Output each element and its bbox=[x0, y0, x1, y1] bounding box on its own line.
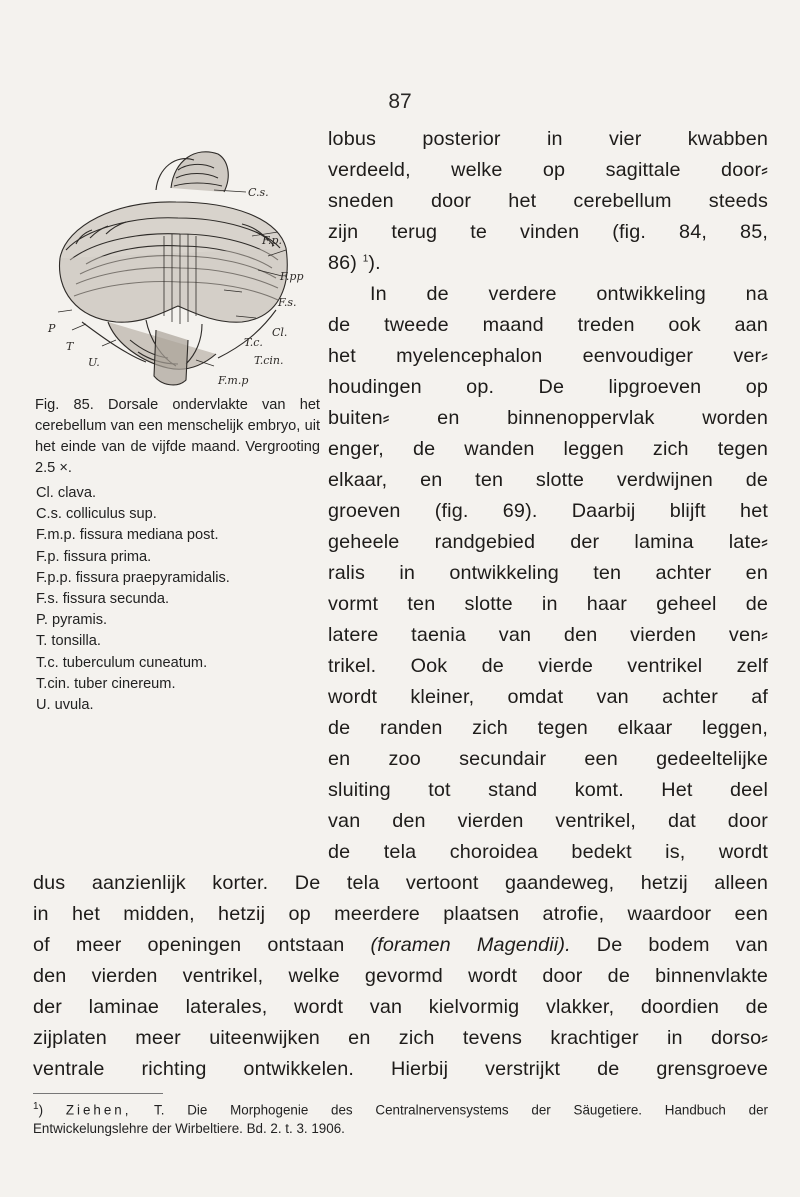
label-fpp: F.pp bbox=[280, 270, 304, 283]
body-line: in het midden, hetzij op meerdere plaatsen atrofie, waardoor een bbox=[33, 903, 768, 925]
body-line: van den vierden ventrikel, dat door bbox=[328, 810, 768, 832]
body-line: en zoo secundair een gedeeltelijke bbox=[328, 748, 768, 770]
label-cs: C.s. bbox=[248, 186, 269, 199]
label-tc: T.c. bbox=[244, 336, 263, 349]
body-line: In de verdere ontwikkeling na bbox=[370, 283, 768, 305]
body-text: De bodem van bbox=[596, 934, 768, 956]
footnote-text: ) bbox=[38, 1102, 44, 1118]
page-number: 87 bbox=[388, 90, 412, 113]
body-line: elkaar, en ten slotte verdwijnen de bbox=[328, 469, 768, 491]
body-line: den vierden ventrikel, welke gevormd wordt door de binnenvlakte bbox=[33, 965, 768, 987]
label-cl: Cl. bbox=[272, 326, 288, 339]
caption-heading: Fig. 85. Dorsale ondervlakte van het cerebellum van een menschelijk embryo, uit het einde van de vijfde maand. Vergrooting 2.5 ×. bbox=[35, 397, 320, 476]
body-line: sluiting tot stand komt. Het deel bbox=[328, 779, 768, 801]
body-line: ralis in ontwikkeling ten achter en bbox=[328, 562, 768, 584]
body-text: of meer openingen ontstaan bbox=[33, 934, 345, 956]
body-line: de randen zich tegen elkaar leggen, bbox=[328, 717, 768, 739]
footnote-ref[interactable]: 1 bbox=[362, 253, 369, 265]
body-line-with-italic bbox=[33, 934, 768, 957]
label-fmp: F.m.p bbox=[218, 374, 249, 387]
footnote-divider bbox=[33, 1093, 163, 1094]
body-line: het myelencephalon eenvoudiger ver⸗ bbox=[328, 345, 768, 367]
body-line: geheele randgebied der lamina late⸗ bbox=[328, 531, 768, 553]
legend-item: F.p. fissura prima. bbox=[36, 548, 152, 565]
italic-term: (foramen Magendii). bbox=[370, 934, 571, 956]
footnote-text: T. Die Morphogenie des Centralnervensystems der Säugetiere. Handbuch der bbox=[154, 1102, 768, 1118]
body-line: de tweede maand treden ook aan bbox=[328, 314, 768, 336]
footnote-line: Entwickelungslehre der Wirbeltiere. Bd. 2. t. 3. 1906. bbox=[33, 1121, 345, 1136]
legend-item: P. pyramis. bbox=[36, 612, 108, 629]
footnote-line bbox=[33, 1101, 768, 1117]
body-line: der laminae laterales, wordt van kielvormig vlakker, doordien de bbox=[33, 996, 768, 1018]
body-line: latere taenia van den vierden ven⸗ bbox=[328, 624, 768, 646]
label-u: U. bbox=[88, 356, 100, 369]
legend-item: Cl. clava. bbox=[36, 485, 97, 501]
label-tcin: T.cin. bbox=[254, 354, 284, 367]
legend-item: U. uvula. bbox=[36, 697, 94, 714]
body-line: wordt kleiner, omdat van achter af bbox=[328, 686, 768, 708]
body-text: 86) bbox=[328, 252, 358, 274]
footnote-author: Ziehen, bbox=[65, 1102, 132, 1118]
legend-item: T.c. tuberculum cuneatum. bbox=[36, 654, 208, 671]
body-line: de tela choroidea bedekt is, wordt bbox=[328, 841, 768, 863]
legend-item: F.p.p. fissura praepyramidalis. bbox=[36, 569, 230, 586]
body-line: sneden door het cerebellum steeds bbox=[328, 190, 768, 212]
body-line: zijplaten meer uiteenwijken en zich tevens krachtiger in dorso⸗ bbox=[33, 1027, 768, 1049]
body-line: zijn terug te vinden (fig. 84, 85, bbox=[328, 221, 768, 243]
body-line: lobus posterior in vier kwabben bbox=[328, 128, 768, 150]
body-line: vormt ten slotte in haar geheel de bbox=[328, 593, 768, 615]
label-t: T bbox=[66, 340, 74, 353]
legend-item: C.s. colliculus sup. bbox=[36, 506, 157, 523]
cerebellum-figure bbox=[46, 140, 314, 390]
figure-legend bbox=[35, 483, 320, 716]
footnote-marker: 1 bbox=[33, 1101, 39, 1112]
label-fp: F.p. bbox=[262, 234, 282, 247]
body-line: buiten⸗ en binnenoppervlak worden bbox=[328, 407, 768, 429]
label-fs: F.s. bbox=[278, 296, 297, 309]
legend-item: T. tonsilla. bbox=[36, 633, 101, 650]
legend-item: T.cin. tuber cinereum. bbox=[36, 675, 176, 692]
body-line: dus aanzienlijk korter. De tela vertoont gaandeweg, hetzij alleen bbox=[33, 872, 768, 894]
body-line: verdeeld, welke op sagittale door⸗ bbox=[328, 159, 768, 181]
body-line-with-footnote bbox=[328, 252, 768, 275]
body-line: enger, de wanden leggen zich tegen bbox=[328, 438, 768, 460]
label-p: P bbox=[48, 322, 56, 335]
body-line: groeven (fig. 69). Daarbij blijft het bbox=[328, 500, 768, 522]
legend-item: F.s. fissura secunda. bbox=[36, 591, 170, 608]
body-line: trikel. Ook de vierde ventrikel zelf bbox=[328, 655, 768, 677]
legend-item: F.m.p. fissura mediana post. bbox=[36, 527, 219, 544]
body-line: houdingen op. De lipgroeven op bbox=[328, 376, 768, 398]
body-text: ). bbox=[368, 252, 381, 274]
figure-caption bbox=[35, 395, 320, 716]
body-line: ventrale richting ontwikkelen. Hierbij verstrijkt de grensgroeve bbox=[33, 1058, 768, 1080]
